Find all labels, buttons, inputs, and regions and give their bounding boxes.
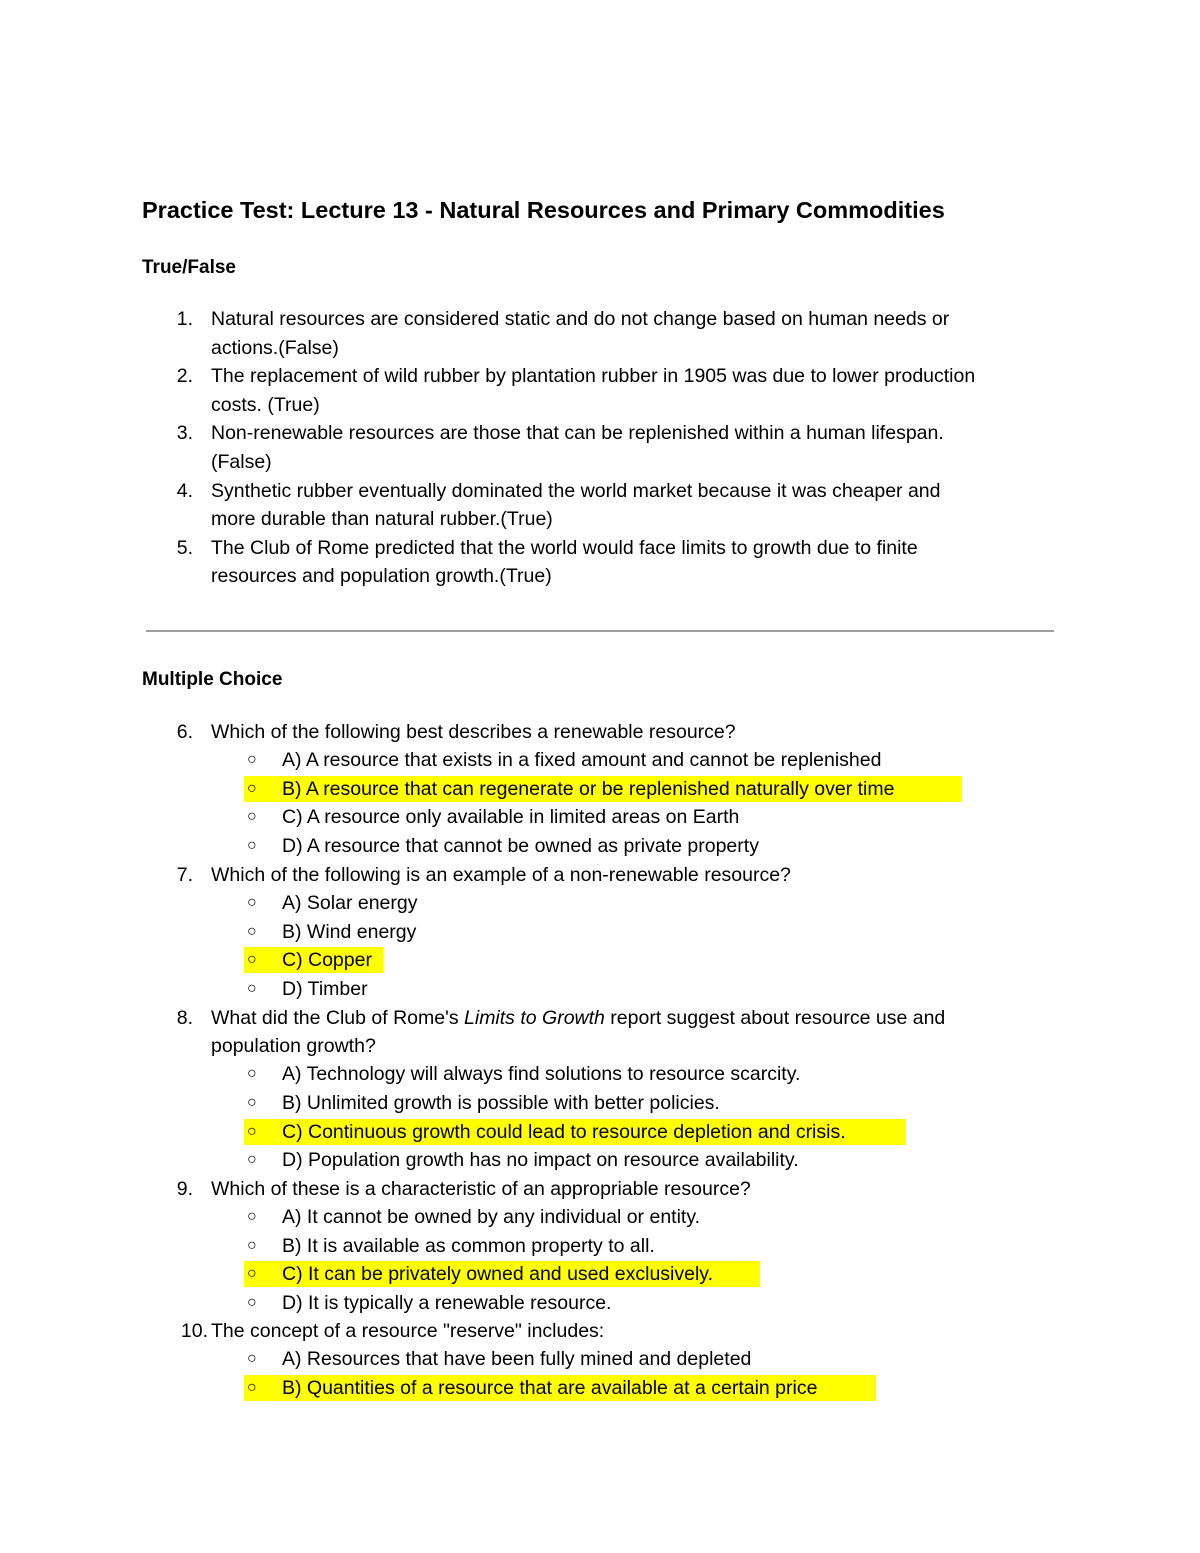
circle-bullet-icon: ○ (247, 1379, 257, 1396)
question-text-part: report suggest about resource use and (604, 1007, 946, 1029)
circle-bullet-icon: ○ (247, 894, 257, 911)
circle-bullet-icon: ○ (247, 923, 257, 940)
option-text: B) A resource that can regenerate or be replenished naturally over time (282, 778, 895, 800)
option-text: C) It can be privately owned and used exclusively. (282, 1263, 714, 1285)
item-text: resources and population growth.(True) (211, 565, 552, 587)
question-number: 10. (180, 1320, 208, 1342)
item-number: 1. (176, 308, 193, 330)
question-number: 6. (176, 721, 193, 743)
circle-bullet-icon: ○ (247, 837, 257, 854)
item-text: Non-renewable resources are those that can be replenished within a human lifespan. (211, 422, 944, 444)
question-text-part: What did the Club of Rome's (211, 1007, 465, 1029)
question-number: 8. (176, 1007, 193, 1029)
circle-bullet-icon: ○ (247, 951, 257, 968)
question-number: 9. (176, 1178, 193, 1200)
question-text: The concept of a resource "reserve" includes: (211, 1320, 605, 1342)
option-text: D) Timber (282, 978, 368, 1000)
option-text: C) Copper (282, 949, 372, 971)
option-text: A) It cannot be owned by any individual or entity. (282, 1206, 701, 1228)
circle-bullet-icon: ○ (247, 1294, 257, 1311)
option-text: A) A resource that exists in a fixed amount and cannot be replenished (282, 749, 882, 771)
item-number: 5. (176, 537, 193, 559)
option-text: A) Resources that have been fully mined and depleted (282, 1348, 752, 1370)
true-false-heading: True/False (142, 257, 236, 278)
circle-bullet-icon: ○ (247, 808, 257, 825)
question-text: Which of the following best describes a renewable resource? (211, 721, 736, 743)
option-text: C) A resource only available in limited areas on Earth (282, 806, 740, 828)
circle-bullet-icon: ○ (247, 751, 257, 768)
option-text: B) Wind energy (282, 921, 417, 943)
horizontal-divider (146, 630, 1054, 632)
item-text: Natural resources are considered static and do not change based on human needs or (211, 308, 950, 330)
option-text: A) Technology will always find solutions to resource scarcity. (282, 1063, 801, 1085)
option-text: D) Population growth has no impact on resource availability. (282, 1149, 799, 1171)
option-text: A) Solar energy (282, 892, 418, 914)
circle-bullet-icon: ○ (247, 1265, 257, 1282)
option-text: B) Unlimited growth is possible with better policies. (282, 1092, 720, 1114)
circle-bullet-icon: ○ (247, 1350, 257, 1367)
question-text: Which of these is a characteristic of an appropriable resource? (211, 1178, 751, 1200)
option-text: C) Continuous growth could lead to resource depletion and crisis. (282, 1121, 846, 1143)
circle-bullet-icon: ○ (247, 1208, 257, 1225)
circle-bullet-icon: ○ (247, 1237, 257, 1254)
option-text: D) A resource that cannot be owned as private property (282, 835, 759, 857)
circle-bullet-icon: ○ (247, 780, 257, 797)
item-number: 4. (176, 480, 193, 502)
circle-bullet-icon: ○ (247, 980, 257, 997)
item-text: costs. (True) (211, 394, 320, 416)
item-number: 2. (176, 365, 193, 387)
question-text: population growth? (211, 1035, 376, 1057)
document-title: Practice Test: Lecture 13 - Natural Resources and Primary Commodities (142, 197, 945, 223)
question-number: 7. (176, 864, 193, 886)
item-text: The Club of Rome predicted that the world would face limits to growth due to finite (211, 537, 918, 559)
item-text: (False) (211, 451, 272, 473)
item-text: more durable than natural rubber.(True) (211, 508, 553, 530)
item-text: The replacement of wild rubber by plantation rubber in 1905 was due to lower production (211, 365, 976, 387)
multiple-choice-heading: Multiple Choice (142, 669, 283, 690)
option-text: B) Quantities of a resource that are available at a certain price (282, 1377, 818, 1399)
circle-bullet-icon: ○ (247, 1151, 257, 1168)
option-text: B) It is available as common property to all. (282, 1235, 655, 1257)
question-text: Which of the following is an example of a non-renewable resource? (211, 864, 791, 886)
circle-bullet-icon: ○ (247, 1065, 257, 1082)
item-text: actions.(False) (211, 337, 339, 359)
option-text: D) It is typically a renewable resource. (282, 1292, 612, 1314)
item-text: Synthetic rubber eventually dominated the world market because it was cheaper and (211, 480, 941, 502)
question-text (211, 1004, 945, 1033)
report-title: Limits to Growth (464, 1007, 605, 1029)
circle-bullet-icon: ○ (247, 1094, 257, 1111)
circle-bullet-icon: ○ (247, 1123, 257, 1140)
item-number: 3. (176, 422, 193, 444)
